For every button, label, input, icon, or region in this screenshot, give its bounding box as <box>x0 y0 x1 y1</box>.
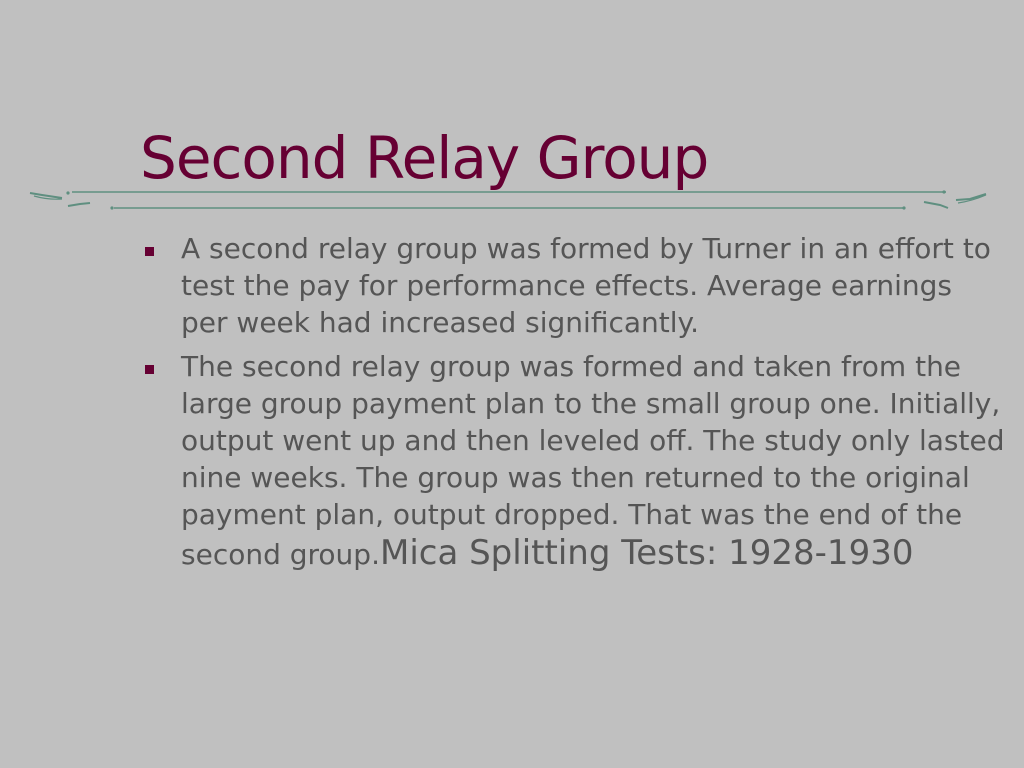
bullet-item <box>145 348 1005 573</box>
title-divider-ornament <box>28 186 990 214</box>
bullet-trailing-heading: Mica Splitting Tests: 1928-1930 <box>379 533 914 573</box>
slide-title: Second Relay Group <box>140 124 709 192</box>
bullet-item <box>145 230 1005 341</box>
bullet-text: The second relay group was formed and taken from the large group payment plan to the small group one. Initially, output went up and then leveled off. The study only lasted nine weeks. The group was then returned to the original payment plan, output dropped. That was the end of the second group. <box>181 350 1005 571</box>
bullet-text: A second relay group was formed by Turner in an effort to test the pay for performance effects. Average earnings per week had increased significantly. <box>181 232 991 339</box>
square-bullet-icon <box>145 247 154 256</box>
bullet-list <box>145 230 1005 580</box>
square-bullet-icon <box>145 365 154 374</box>
